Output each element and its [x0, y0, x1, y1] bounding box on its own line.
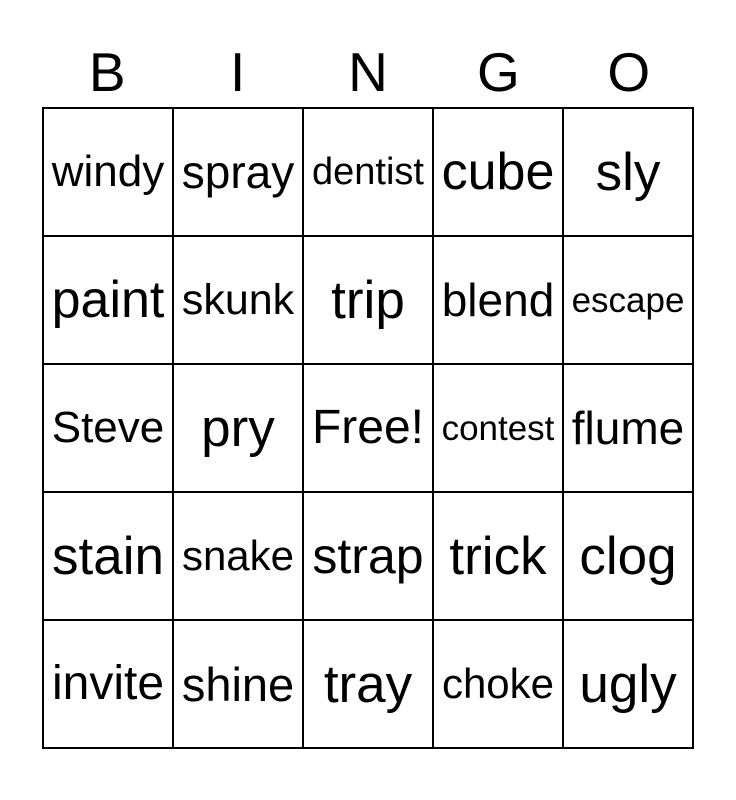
- cell-label: cube: [441, 143, 555, 201]
- grid-row-1: [43, 108, 693, 236]
- grid-row-3: [43, 364, 693, 492]
- grid-row-5: [43, 620, 693, 748]
- cell-label: Steve: [51, 403, 165, 452]
- bingo-cell-r2c1[interactable]: [43, 236, 173, 364]
- bingo-cell-r3c2[interactable]: [173, 364, 303, 492]
- bingo-cell-r2c5[interactable]: [563, 236, 693, 364]
- bingo-header: [42, 41, 694, 103]
- cell-label: flume: [571, 402, 685, 454]
- cell-label: tray: [323, 654, 413, 714]
- cell-label: pry: [201, 398, 275, 458]
- header-letter-n: N: [348, 41, 388, 103]
- header-letter-o: O: [607, 41, 651, 103]
- grid-row-2: [43, 236, 693, 364]
- bingo-cell-r5c5[interactable]: [563, 620, 693, 748]
- bingo-cell-r3c1[interactable]: [43, 364, 173, 492]
- cell-label: clog: [579, 526, 677, 586]
- cell-label: trip: [331, 270, 405, 330]
- bingo-cell-r4c3[interactable]: [303, 492, 433, 620]
- cell-label: spray: [181, 146, 295, 198]
- bingo-cell-r1c1[interactable]: [43, 108, 173, 236]
- bingo-cell-r4c4[interactable]: [433, 492, 563, 620]
- bingo-grid: [42, 107, 694, 749]
- cell-label: sly: [595, 142, 661, 202]
- bingo-cell-r1c3[interactable]: [303, 108, 433, 236]
- cell-label: blend: [441, 274, 555, 326]
- header-letter-g: G: [476, 41, 520, 103]
- bingo-cell-r2c2[interactable]: [173, 236, 303, 364]
- bingo-cell-r1c2[interactable]: [173, 108, 303, 236]
- cell-label: invite: [51, 657, 165, 710]
- cell-label: windy: [51, 147, 165, 196]
- cell-label: escape: [571, 280, 685, 320]
- cell-label: trick: [449, 526, 547, 586]
- cell-label: dentist: [312, 151, 424, 193]
- bingo-cell-r3c4[interactable]: [433, 364, 563, 492]
- grid-row-4: [43, 492, 693, 620]
- bingo-cell-r4c2[interactable]: [173, 492, 303, 620]
- cell-label: choke: [441, 660, 555, 707]
- bingo-cell-free[interactable]: [303, 364, 433, 492]
- bingo-card: [42, 41, 694, 749]
- cell-label: ugly: [579, 654, 677, 714]
- bingo-cell-r3c5[interactable]: [563, 364, 693, 492]
- bingo-cell-r5c4[interactable]: [433, 620, 563, 748]
- cell-label: stain: [52, 526, 164, 586]
- cell-label: strap: [312, 528, 424, 584]
- header-letter-b: B: [88, 41, 126, 103]
- cell-label: skunk: [181, 275, 295, 324]
- cell-label: Free!: [311, 401, 425, 454]
- cell-label: contest: [441, 408, 555, 448]
- header-letter-i: I: [229, 41, 246, 103]
- bingo-cell-r1c4[interactable]: [433, 108, 563, 236]
- bingo-cell-r4c5[interactable]: [563, 492, 693, 620]
- bingo-cell-r2c4[interactable]: [433, 236, 563, 364]
- bingo-cell-r5c2[interactable]: [173, 620, 303, 748]
- bingo-cell-r1c5[interactable]: [563, 108, 693, 236]
- bingo-cell-r5c1[interactable]: [43, 620, 173, 748]
- bingo-cell-r2c3[interactable]: [303, 236, 433, 364]
- cell-label: paint: [51, 271, 165, 329]
- bingo-cell-r4c1[interactable]: [43, 492, 173, 620]
- bingo-cell-r5c3[interactable]: [303, 620, 433, 748]
- cell-label: shine: [181, 657, 295, 711]
- cell-label: snake: [181, 532, 295, 579]
